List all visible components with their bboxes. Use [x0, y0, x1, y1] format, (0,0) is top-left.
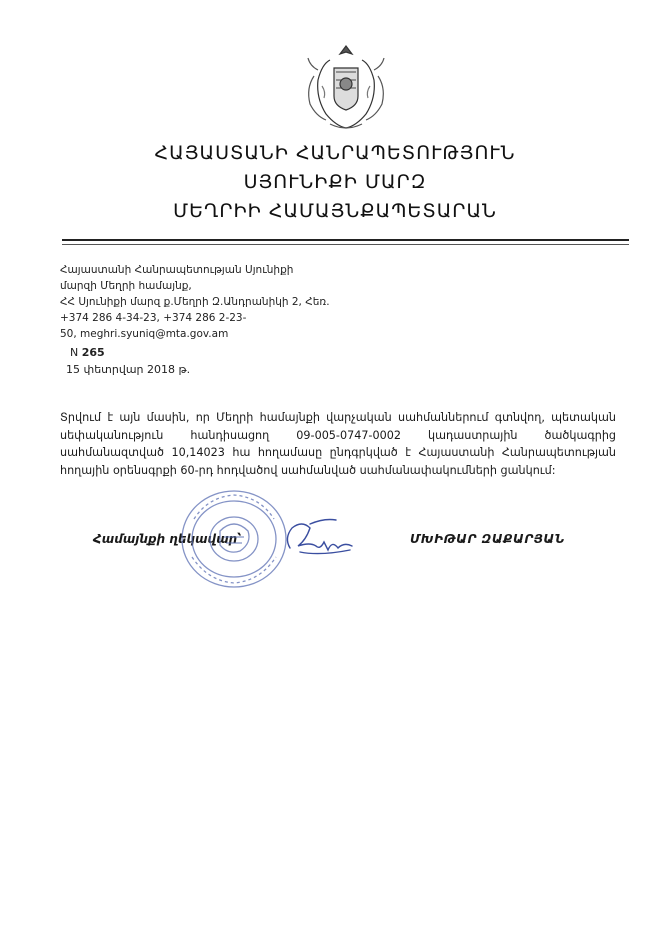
header-office: ՄԵՂՐԻԻ ՀԱՄԱՅՆՔԱՊԵՏԱՐԱՆ — [173, 200, 497, 222]
address-line: +374 286 4-34-23, +374 286 2-23- — [60, 312, 247, 324]
address-line: մարզի Մեղրի համայնք, — [60, 280, 192, 292]
signatory-name: ՄԽԻԹԱՐ ԶԱՔԱՐՅԱՆ — [410, 532, 565, 546]
document-date: 15 փետրվար 2018 թ. — [66, 363, 191, 376]
sender-address — [60, 262, 330, 342]
address-line: 50, meghri.syuniq@mta.gov.am — [60, 328, 229, 340]
document-body: Տրվում է այն մասին, որ Մեղրի համայնքի վարչական սահմաններում գտնվող, պետական սեփականություն հանդիսացող 09-005-0747-0002 կադաստրային ծածկագրից սահմանազտված 10,14023 հա հողամասը ընդգրկված է Հայաստանի Հանրապետության հողային օրենսգրքի 60-րդ հոդվածով սահմանված սահմանափակումների ցանկում: — [60, 411, 616, 477]
official-seal-icon — [178, 487, 290, 591]
handwritten-signature — [280, 512, 360, 562]
reference-prefix: N — [70, 346, 79, 359]
header-divider — [62, 239, 629, 241]
address-line: Հայաստանի Հանրապետության Սյունիքի — [60, 264, 294, 276]
reference-value: 265 — [81, 346, 105, 359]
header-region: ՍՅՈՒՆԻՔԻ ՄԱՐԶ — [243, 171, 427, 193]
header-divider-thin — [62, 244, 629, 245]
reference-number — [70, 346, 105, 359]
signatory-title: Համայնքի ղեկավար՝ — [93, 532, 242, 546]
coat-of-arms-icon — [300, 40, 392, 132]
header-country: ՀԱՅԱՍՏԱՆԻ ՀԱՆՐԱՊԵՏՈՒԹՅՈՒՆ — [154, 142, 516, 164]
address-line: ՀՀ Սյունիքի մարզ ք.Մեղրի Զ.Անդրանիկի 2, Հեռ. — [60, 296, 330, 308]
